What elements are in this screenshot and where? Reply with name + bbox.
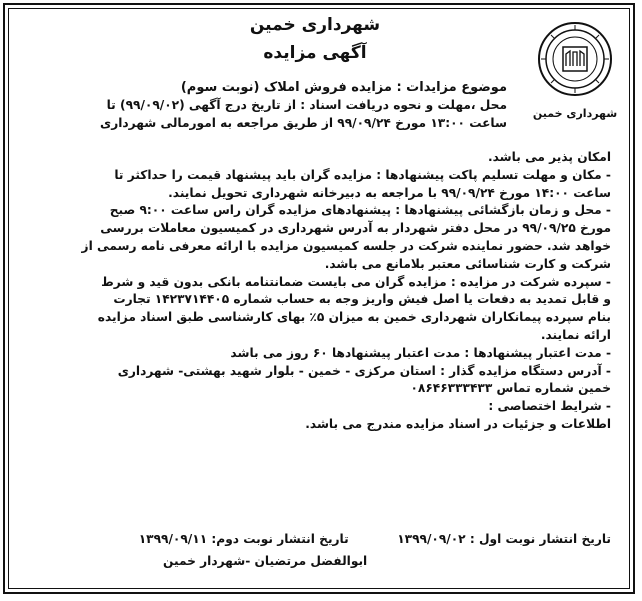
signature-row — [163, 554, 367, 568]
second-publish-date: تاریخ انتشار نوبت دوم: ۱۳۹۹/۰۹/۱۱ — [138, 532, 349, 546]
body-line: شرکت و کارت شناسائی معتبر بلامانع می باشد. — [324, 256, 611, 271]
seal-icon — [537, 21, 613, 97]
notice-subtitle: آگهی مزایده — [263, 43, 367, 63]
signature: ابوالفضل مرتضیان -شهردار خمین — [163, 554, 368, 568]
documents-line-1: محل ،مهلت و نحوه دریافت اسناد : از تاریخ درج آگهی (۹۹/۰۹/۰۲) تا — [106, 97, 507, 112]
body-line: اطلاعات و جزئیات در اسناد مزایده مندرج می باشد. — [305, 416, 611, 431]
body-line: - شرایط اختصاصی : — [488, 399, 611, 414]
municipality-logo — [523, 17, 627, 137]
body-line: - سپرده شرکت در مزایده : مزایده گران می بایست ضمانتنامه بانکی بدون قید و شرط — [101, 274, 611, 289]
body-line: خمین شماره تماس ۰۸۶۴۶۳۳۳۴۳۳ — [410, 381, 611, 396]
body-line: بنام سپرده پیمانکاران شهرداری خمین به میزان ۵٪ بهای کارشناسی طبق اسناد مزایده — [97, 310, 611, 325]
body-line: - محل و زمان بازگشائی پیشنهادها : پیشنهادهای مزایده گران راس ساعت ۹:۰۰ صبح — [109, 203, 611, 218]
first-publish-date: تاریخ انتشار نوبت اول : ۱۳۹۹/۰۹/۰۲ — [397, 532, 611, 546]
logo-caption: شهرداری خمین — [532, 107, 618, 120]
notice-title: شهرداری خمین — [249, 15, 381, 35]
body-line: - آدرس دستگاه مزایده گذار : استان مرکزی - خمین - بلوار شهید بهشتی- شهرداری — [117, 363, 611, 378]
body-line: ارائه نمایند. — [540, 327, 611, 342]
documents-line-2: ساعت ۱۳:۰۰ مورخ ۹۹/۰۹/۲۴ از طریق مراجعه به امورمالی شهرداری — [100, 115, 507, 130]
subject-line: موضوع مزایدات : مزایده فروش املاک (نوبت سوم) — [180, 80, 507, 95]
body-paragraph — [11, 149, 611, 434]
body-line: امکان پذیر می باشد. — [488, 150, 611, 164]
body-line: مورخ ۹۹/۰۹/۲۵ در محل دفتر شهردار به آدرس شهرداری در کمیسیون معاملات بررسی — [100, 221, 611, 236]
notice-frame — [3, 3, 635, 594]
body-line: خواهد شد. حضور نماینده شرکت در جلسه کمیسیون مزایده با ارائه معرفی نامه رسمی از — [81, 238, 611, 253]
header-paragraph — [7, 79, 507, 132]
body-line: - مدت اعتبار پیشنهادها : مدت اعتبار پیشنهادها ۶۰ روز می باشد — [230, 345, 611, 360]
body-line: ساعت ۱۴:۰۰ مورخ ۹۹/۰۹/۲۴ با مراجعه به دبیرخانه شهرداری تحویل نمایند. — [168, 185, 611, 200]
body-line: و قابل تمدید به دفعات یا اصل فیش واریز وجه به حساب شماره ۱۴۲۳۷۱۴۴۰۵ تجارت — [113, 292, 611, 307]
publish-dates-row — [11, 532, 611, 546]
body-line: - مکان و مهلت تسلیم پاکت پیشنهادها : مزایده گران باید پیشنهاد قیمت را حداکثر تا — [114, 167, 611, 182]
